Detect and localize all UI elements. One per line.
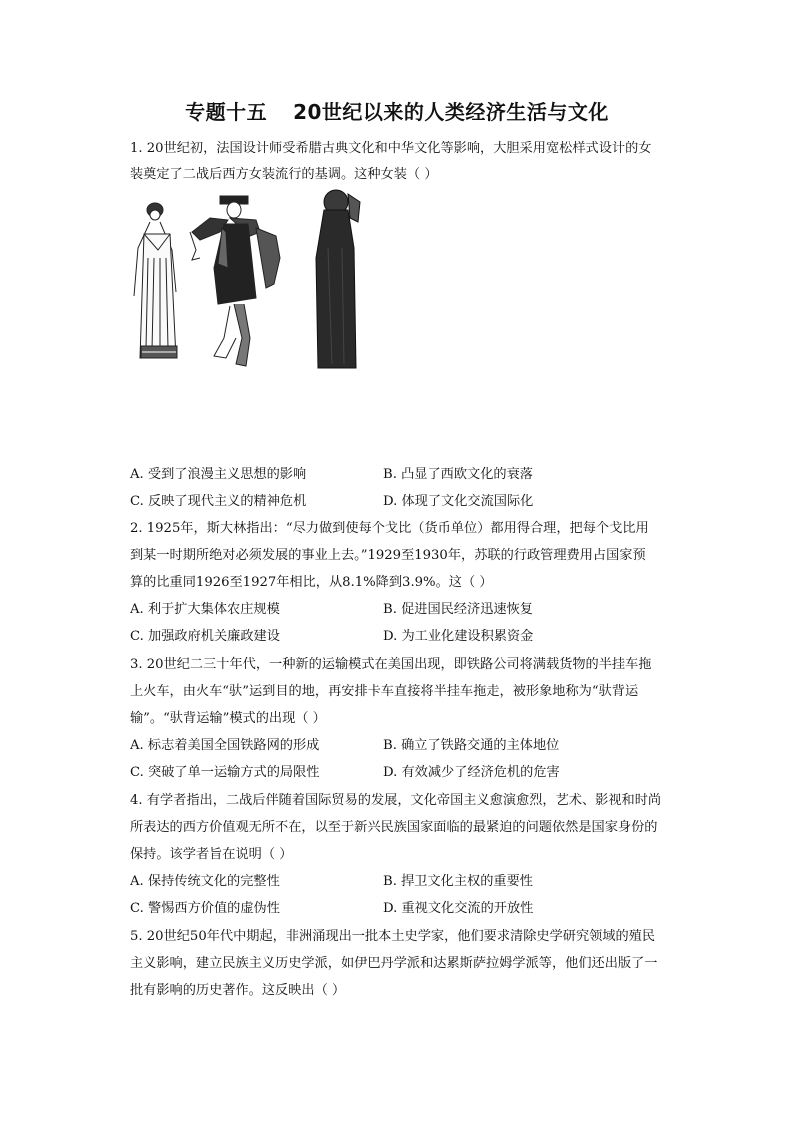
q4-stem-line-3: 保持。该学者旨在说明（ ） [130,847,293,862]
q1-stem-line-1: 1. 20世纪初，法国设计师受希腊古典文化和中华文化等影响，大胆采用宽松样式设计的女 [130,141,652,156]
q1-stem-line-2: 装奠定了二战后西方女装流行的基调。这种女装（ ） [130,167,438,182]
q1-option-d: D. 体现了文化交流国际化 [383,494,534,509]
q2-stem-line-2: 到某一时期所绝对必须发展的事业上去。”1929至1930年，苏联的行政管理费用占国家预 [130,548,646,563]
q3-option-c: C. 突破了单一运输方式的局限性 [130,765,320,780]
q2-option-d: D. 为工业化建设积累资金 [383,629,534,644]
q3-option-b: B. 确立了铁路交通的主体地位 [383,738,560,753]
fashion-illustration [130,188,370,378]
q2-option-a: A. 利于扩大集体农庄规模 [130,602,280,617]
q1-option-c: C. 反映了现代主义的精神危机 [130,494,307,509]
title-topic-name: 20世纪以来的人类经济生活与文化 [293,100,609,124]
q5-stem-line-1: 5. 20世纪50年代中期起，非洲涌现出一批本土史学家，他们要求清除史学研究领域的殖民 [130,929,656,944]
q4-option-d: D. 重视文化交流的开放性 [383,901,534,916]
q3-option-d: D. 有效减少了经济危机的危害 [383,765,560,780]
figure-woman-silhouette [316,190,360,368]
q4-stem-line-2: 所表达的西方价值观无所不在，以至于新兴民族国家面临的最紧迫的问题依然是国家身份的 [130,820,658,835]
q2-stem-line-3: 算的比重同1926至1927年相比，从8.1%降到3.9%。这（ ） [130,575,493,590]
q1-option-a: A. 受到了浪漫主义思想的影响 [130,467,307,482]
q2-stem-line-1: 2. 1925年，斯大林指出：“尽力做到使每个戈比（货币单位）都用得合理，把每个戈比用 [130,521,649,536]
q3-stem-line-3: 输”。“驮背运输”模式的出现（ ） [130,711,326,726]
q1-option-b: B. 凸显了西欧文化的衰落 [383,467,533,482]
figure-woman-dark-tunic [190,196,280,366]
page-title [0,96,794,125]
q4-option-c: C. 警惕西方价值的虚伪性 [130,901,280,916]
q4-option-a: A. 保持传统文化的完整性 [130,874,280,889]
q5-stem-line-3: 批有影响的历史著作。这反映出（ ） [130,983,346,998]
q4-stem-line-1: 4. 有学者指出，二战后伴随着国际贸易的发展，文化帝国主义愈演愈烈，艺术、影视和时尚 [130,793,662,808]
q3-stem-line-2: 上火车，由火车“驮”运到目的地，再安排卡车直接将半挂车拖走，被形象地称为“驮背运 [130,684,639,699]
q5-stem-line-2: 主义影响，建立民族主义历史学派，如伊巴丹学派和达累斯萨拉姆学派等，他们还出版了一 [130,956,658,971]
q3-option-a: A. 标志着美国全国铁路网的形成 [130,738,320,753]
q4-option-b: B. 捍卫文化主权的重要性 [383,874,533,889]
title-topic-number: 专题十五 [185,100,268,124]
figure-woman-long-dress [134,203,177,358]
q3-stem-line-1: 3. 20世纪二三十年代，一种新的运输模式在美国出现，即铁路公司将满载货物的半挂车拖 [130,657,652,672]
q2-option-b: B. 促进国民经济迅速恢复 [383,602,533,617]
q2-option-c: C. 加强政府机关廉政建设 [130,629,280,644]
